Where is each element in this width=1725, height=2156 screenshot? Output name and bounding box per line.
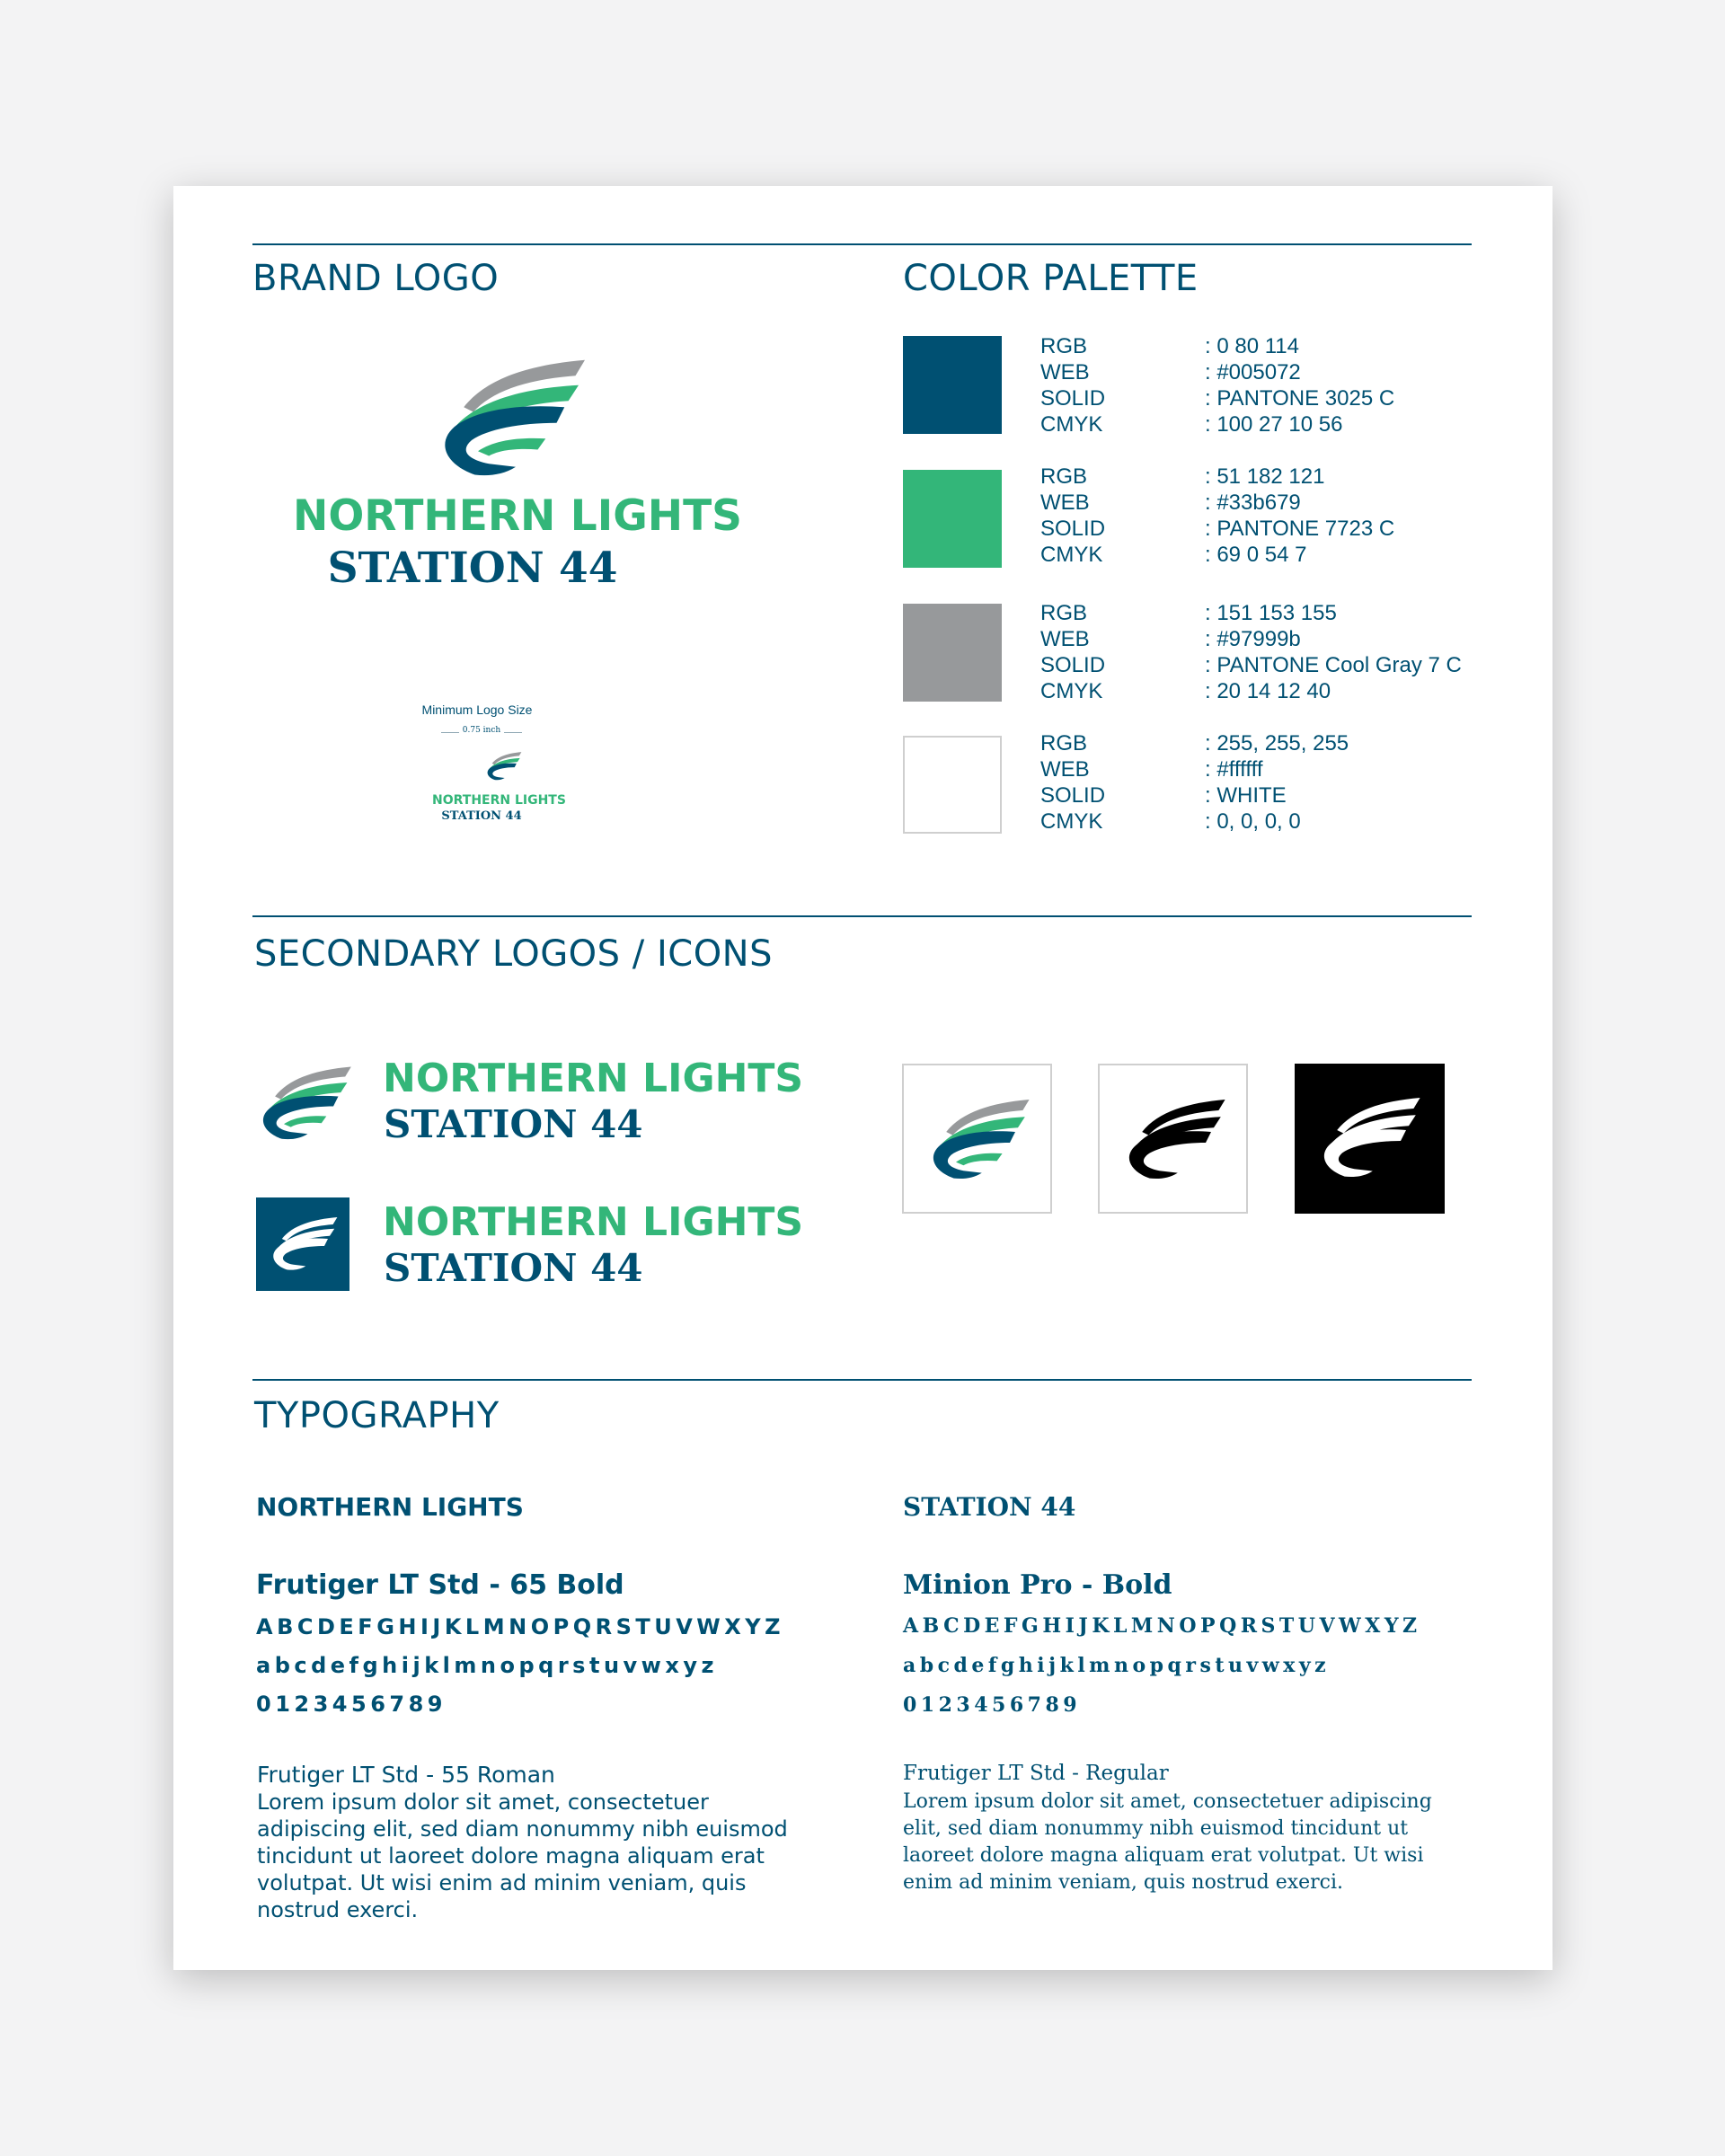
label-cmyk: CMYK xyxy=(1040,412,1103,437)
swatch-2-labels xyxy=(1040,464,1105,568)
label-cmyk: CMYK xyxy=(1040,679,1103,703)
typography-left-digits: 0123456789 xyxy=(256,1692,447,1717)
swoosh-full-color-icon xyxy=(924,1092,1031,1182)
typography-heading: TYPOGRAPHY xyxy=(254,1395,500,1436)
value-rgb: : 0 80 114 xyxy=(1205,334,1299,358)
swatch-green xyxy=(903,470,1002,568)
value-solid: : PANTONE Cool Gray 7 C xyxy=(1205,653,1462,677)
value-cmyk: : 20 14 12 40 xyxy=(1205,679,1331,703)
value-web: : #005072 xyxy=(1205,360,1301,384)
swoosh-reversed-navy-icon xyxy=(267,1214,339,1271)
lockup-1-line2: STATION 44 xyxy=(384,1102,643,1146)
typography-right-lowercase: abcdefghijklmnopqrstuvwxyz xyxy=(903,1654,1331,1677)
lockup-2-badge xyxy=(256,1197,349,1291)
typography-right-body-font: Frutiger LT Std - Regular xyxy=(903,1762,1169,1785)
brand-logo-heading: BRAND LOGO xyxy=(252,258,500,299)
swatch-4-values xyxy=(1205,730,1349,835)
section-rule xyxy=(252,1379,1472,1381)
value-rgb: : 255, 255, 255 xyxy=(1205,731,1349,755)
section-rule xyxy=(252,915,1472,917)
lockup-2-line1: NORTHERN LIGHTS xyxy=(383,1199,804,1245)
label-web: WEB xyxy=(1040,360,1090,384)
value-rgb: : 151 153 155 xyxy=(1205,601,1337,625)
minimum-logo-size-title: Minimum Logo Size xyxy=(421,702,533,717)
label-rgb: RGB xyxy=(1040,464,1088,489)
minimum-swoosh-icon xyxy=(481,750,526,781)
label-web: WEB xyxy=(1040,627,1090,651)
swoosh-white-on-black-icon xyxy=(1314,1091,1422,1180)
value-solid: : WHITE xyxy=(1205,783,1287,808)
color-palette-heading: COLOR PALETTE xyxy=(903,258,1199,299)
value-web: : #33b679 xyxy=(1205,490,1301,515)
typography-right-digits: 0123456789 xyxy=(903,1693,1082,1717)
swatch-navy xyxy=(903,336,1002,434)
minimum-name-line2: STATION 44 xyxy=(441,809,522,823)
typography-left-body: Lorem ipsum dolor sit amet, consectetuer adipiscing elit, sed diam nonummy nibh euismod tincidunt ut laoreet dolore magna aliquam erat volutpat. Ut wisi enim ad minim veniam, quis nostrud exerci. xyxy=(257,1789,788,1922)
typography-left-font: Frutiger LT Std - 65 Bold xyxy=(256,1569,624,1601)
minimum-measure: 0.75 inch xyxy=(459,726,504,735)
value-cmyk: : 69 0 54 7 xyxy=(1205,543,1307,567)
typography-left-uppercase: ABCDEFGHIJKLMNOPQRSTUVWXYZ xyxy=(256,1614,785,1639)
typography-right-font: Minion Pro - Bold xyxy=(903,1569,1172,1601)
label-rgb: RGB xyxy=(1040,601,1088,625)
icon-box-color xyxy=(902,1064,1052,1214)
value-web: : #97999b xyxy=(1205,627,1301,651)
icon-box-reversed xyxy=(1295,1064,1445,1214)
swatch-1-values xyxy=(1205,333,1394,437)
brand-name-line1: NORTHERN LIGHTS xyxy=(293,491,743,541)
minimum-name-line1: NORTHERN LIGHTS xyxy=(432,793,566,808)
lockup-2-line2: STATION 44 xyxy=(384,1246,643,1290)
typography-left-body-font: Frutiger LT Std - 55 Roman xyxy=(257,1762,555,1788)
label-solid: SOLID xyxy=(1040,783,1106,808)
typography-right-body: Lorem ipsum dolor sit amet, consectetuer adipiscing elit, sed diam nonummy nibh euismod tincidunt ut laoreet dolore magna aliquam erat volutpat. Ut wisi enim ad minim veniam, quis nostrud exerci. xyxy=(903,1790,1432,1894)
typography-right-head: STATION 44 xyxy=(903,1492,1076,1522)
typography-right-uppercase: ABCDEFGHIJKLMNOPQRSTUVWXYZ xyxy=(903,1614,1421,1638)
brand-guide-sheet xyxy=(173,186,1552,1970)
typography-left-head: NORTHERN LIGHTS xyxy=(256,1492,524,1522)
northern-lights-swoosh-icon xyxy=(414,352,605,478)
typography-left-lowercase: abcdefghijklmnopqrstuvwxyz xyxy=(256,1653,718,1678)
swatch-1-labels xyxy=(1040,333,1105,437)
swatch-gray xyxy=(903,604,1002,702)
swatch-2-values xyxy=(1205,464,1394,568)
label-cmyk: CMYK xyxy=(1040,809,1103,834)
value-solid: : PANTONE 7723 C xyxy=(1205,517,1395,541)
label-rgb: RGB xyxy=(1040,334,1088,358)
secondary-logos-heading: SECONDARY LOGOS / ICONS xyxy=(254,933,773,975)
icon-box-black xyxy=(1098,1064,1248,1214)
value-web: : #ffffff xyxy=(1205,757,1263,782)
label-web: WEB xyxy=(1040,757,1090,782)
value-rgb: : 51 182 121 xyxy=(1205,464,1325,489)
value-cmyk: : 0, 0, 0, 0 xyxy=(1205,809,1301,834)
value-solid: : PANTONE 3025 C xyxy=(1205,386,1395,411)
swatch-3-values xyxy=(1205,600,1462,704)
swatch-4-labels xyxy=(1040,730,1105,835)
value-cmyk: : 100 27 10 56 xyxy=(1205,412,1343,437)
brand-name-line2: STATION 44 xyxy=(327,543,618,593)
swatch-white xyxy=(903,736,1002,834)
label-solid: SOLID xyxy=(1040,517,1106,541)
swatch-3-labels xyxy=(1040,600,1105,704)
label-solid: SOLID xyxy=(1040,386,1106,411)
label-rgb: RGB xyxy=(1040,731,1088,755)
section-rule xyxy=(252,243,1472,245)
label-solid: SOLID xyxy=(1040,653,1106,677)
lockup-1-line1: NORTHERN LIGHTS xyxy=(383,1056,804,1101)
label-web: WEB xyxy=(1040,490,1090,515)
swoosh-color-icon xyxy=(254,1062,353,1141)
label-cmyk: CMYK xyxy=(1040,543,1103,567)
swoosh-black-icon xyxy=(1119,1092,1227,1182)
